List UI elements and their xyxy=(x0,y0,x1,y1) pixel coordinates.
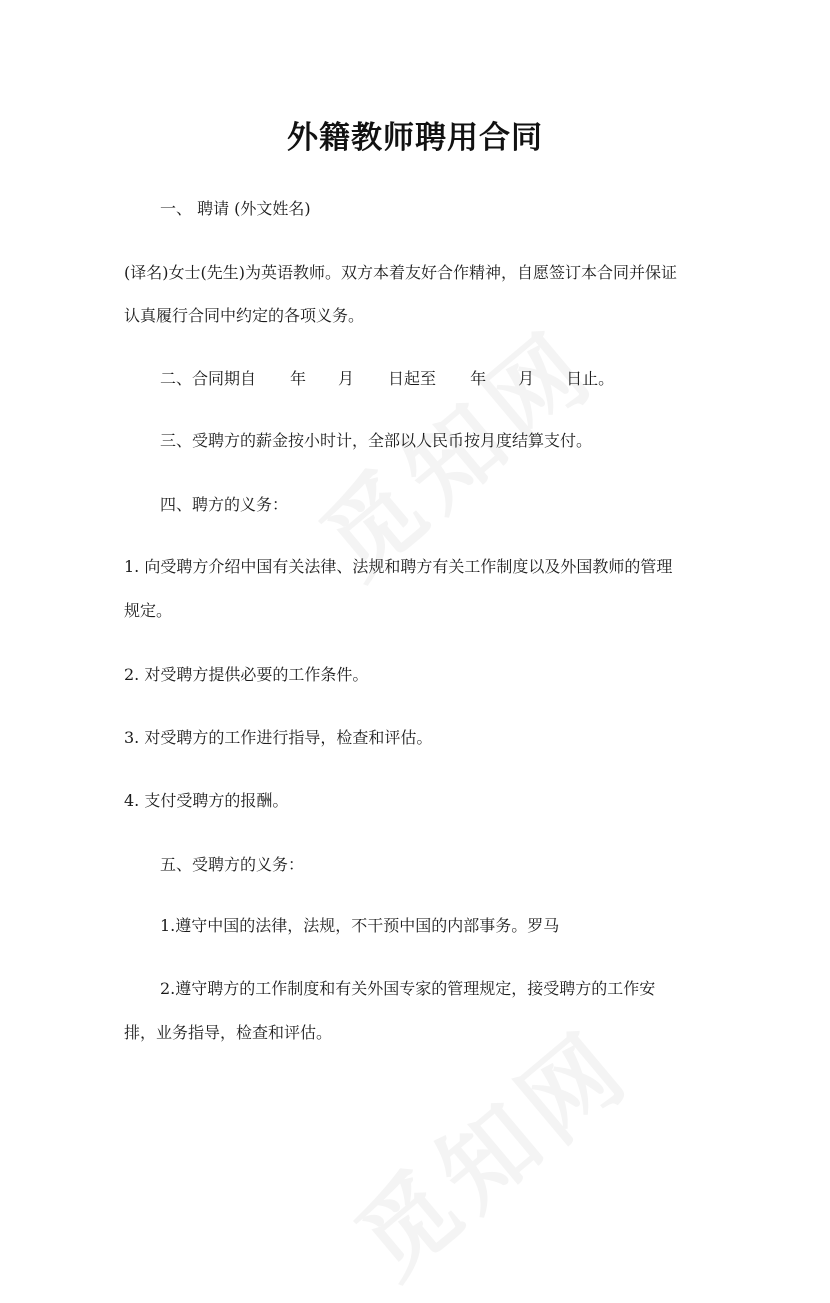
contract-period-end-day: 日止。 xyxy=(566,369,615,388)
paragraph-salary: 三、受聘方的薪金按小时计，全部以人民币按月度结算支付。 xyxy=(160,431,593,450)
paragraph-teacher-line-1: (译名)女士(先生)为英语教师。双方本着友好合作精神，自愿签订本合同并保证 xyxy=(124,263,677,282)
employer-obligation-1-line-2: 规定。 xyxy=(124,601,173,620)
document-title: 外籍教师聘用合同 xyxy=(287,120,543,156)
contract-period-end-month: 月 xyxy=(518,369,535,388)
paragraph-contract-period xyxy=(160,368,614,390)
contract-period-start-month: 月 xyxy=(338,369,355,388)
watermark xyxy=(323,994,655,1303)
employer-obligation-2: 2. 对受聘方提供必要的工作条件。 xyxy=(124,665,369,684)
employee-obligation-1: 1.遵守中国的法律，法规，不干预中国的内部事务。罗马 xyxy=(160,916,560,935)
paragraph-hire: 一、 聘请 (外文姓名) xyxy=(160,199,311,218)
heading-employer-obligations: 四、聘方的义务： xyxy=(160,495,289,514)
employer-obligation-3: 3. 对受聘方的工作进行指导，检查和评估。 xyxy=(124,728,433,747)
employer-obligation-1-line-1: 1. 向受聘方介绍中国有关法律、法规和聘方有关工作制度以及外国教师的管理 xyxy=(124,557,673,576)
employee-obligation-2-line-1: 2.遵守聘方的工作制度和有关外国专家的管理规定，接受聘方的工作安 xyxy=(160,979,656,998)
contract-period-end-year: 年 xyxy=(470,369,487,388)
contract-period-start-year: 年 xyxy=(290,369,307,388)
contract-period-start-day: 日起至 xyxy=(388,369,437,388)
employee-obligation-2-line-2: 排，业务指导，检查和评估。 xyxy=(124,1023,333,1042)
paragraph-teacher-line-2: 认真履行合同中约定的各项义务。 xyxy=(124,306,365,325)
employer-obligation-4: 4. 支付受聘方的报酬。 xyxy=(124,791,289,810)
contract-period-start-label: 二、合同期自 xyxy=(160,369,257,388)
heading-employee-obligations: 五、受聘方的义务： xyxy=(160,855,305,874)
